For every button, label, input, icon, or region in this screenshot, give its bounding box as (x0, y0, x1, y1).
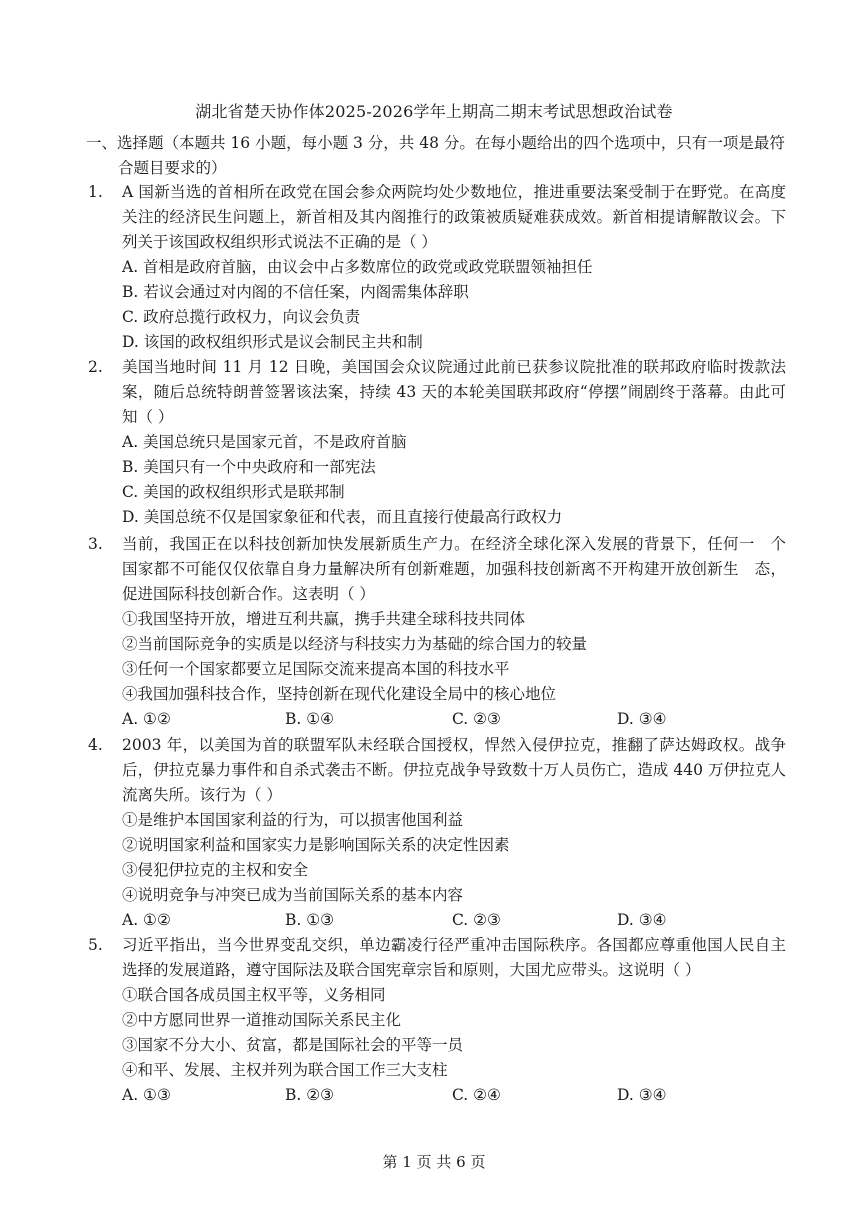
choice-b: B. ②③ (285, 1086, 335, 1104)
exam-title: 湖北省楚天协作体2025-2026学年上期高二期末考试思想政治试卷 (195, 102, 673, 121)
question-number: 2. (88, 358, 103, 376)
choice-a: A. ①③ (122, 1086, 171, 1104)
option-d: D. 美国总统不仅是国家象征和代表，而且直接行使最高行政权力 (122, 508, 563, 526)
question-1 (86, 180, 786, 355)
question-stem: 当前，我国正在以科技创新加快发展新质生产力。在经济全球化深入发展的背景下，任何一 个国家都不可能仅仅依靠自身力量解决所有创新难题，加强科技创新离不开构建开放创新生 态，促进国际科技创新合作。这表明（ ） (122, 535, 786, 603)
choice-c: C. ②④ (452, 1086, 501, 1104)
page-number: 第 1 页 共 6 页 (382, 1153, 486, 1171)
statement-4: ④说明竞争与冲突已成为当前国际关系的基本内容 (122, 886, 464, 904)
question-3 (86, 532, 786, 732)
answer-choices (122, 1083, 786, 1108)
statement-3: ③国家不分大小、贫富，都是国际社会的平等一员 (122, 1036, 464, 1054)
question-stem: A 国新当选的首相所在政党在国会参众两院均处少数地位，推进重要法案受制于在野党。在高度关注的经济民生问题上，新首相及其内阁推行的政策被质疑难获成效。新首相提请解散议会。下列关于该国政权组织形式说法不正确的是（ ） (122, 183, 786, 251)
choice-d: D. ③④ (617, 1086, 667, 1104)
question-number: 1. (88, 183, 103, 201)
option-a: A. 美国总统只是国家元首，不是政府首脑 (122, 433, 407, 451)
question-number: 3. (88, 535, 103, 553)
answer-choices (122, 908, 786, 933)
choice-d: D. ③④ (617, 710, 667, 728)
statement-3: ③任何一个国家都要立足国际交流来提高本国的科技水平 (122, 660, 510, 678)
statement-1: ①我国坚持开放，增进互利共赢，携手共建全球科技共同体 (122, 610, 526, 628)
option-b: B. 美国只有一个中央政府和一部宪法 (122, 458, 376, 476)
answer-choices (122, 707, 786, 732)
statement-2: ②中方愿同世界一道推动国际关系民主化 (122, 1011, 402, 1029)
statement-1: ①联合国各成员国主权平等，义务相同 (122, 986, 386, 1004)
choice-b: B. ①③ (285, 911, 335, 929)
choice-b: B. ①④ (285, 710, 335, 728)
choice-c: C. ②③ (452, 911, 501, 929)
option-a: A. 首相是政府首脑，由议会中占多数席位的政党或政党联盟领袖担任 (122, 258, 593, 276)
option-b: B. 若议会通过对内阁的不信任案，内阁需集体辞职 (122, 283, 469, 301)
question-stem: 2003 年，以美国为首的联盟军队未经联合国授权，悍然入侵伊拉克，推翻了萨达姆政权。战争后，伊拉克暴力事件和自杀式袭击不断。伊拉克战争导致数十万人员伤亡，造成 440 万伊拉克人流离失所。该行为（ ） (122, 736, 786, 804)
statement-1: ①是维护本国国家利益的行为，可以损害他国利益 (122, 811, 464, 829)
question-stem: 美国当地时间 11 月 12 日晚，美国国会众议院通过此前已获参议院批准的联邦政府临时拨款法案，随后总统特朗普签署该法案，持续 43 天的本轮美国联邦政府“停摆”闹剧终于落幕。由此可知（ ） (122, 358, 786, 426)
choice-a: A. ①② (122, 710, 171, 728)
statement-4: ④我国加强科技合作，坚持创新在现代化建设全局中的核心地位 (122, 685, 557, 703)
statement-3: ③侵犯伊拉克的主权和安全 (122, 861, 309, 879)
section-heading (86, 131, 786, 181)
question-2 (86, 355, 786, 530)
statement-2: ②当前国际竞争的实质是以经济与科技实力为基础的综合国力的较量 (122, 635, 588, 653)
section-instructions: 一、选择题（本题共 16 小题，每小题 3 分，共 48 分。在每小题给出的四个选项中，只有一项是最符合题目要求的） (86, 134, 785, 177)
question-stem: 习近平指出，当今世界变乱交织，单边霸凌行径严重冲击国际秩序。各国都应尊重他国人民自主选择的发展道路，遵守国际法及联合国宪章宗旨和原则，大国尤应带头。这说明（ ） (122, 936, 786, 979)
question-5 (86, 933, 786, 1108)
question-number: 5. (88, 936, 103, 954)
option-d: D. 该国的政权组织形式是议会制民主共和制 (122, 333, 423, 351)
choice-d: D. ③④ (617, 911, 667, 929)
option-c: C. 政府总揽行政权力，向议会负责 (122, 308, 361, 326)
statement-2: ②说明国家利益和国家实力是影响国际关系的决定性因素 (122, 836, 510, 854)
question-4 (86, 733, 786, 933)
choice-a: A. ①② (122, 911, 171, 929)
option-c: C. 美国的政权组织形式是联邦制 (122, 483, 345, 501)
choice-c: C. ②③ (452, 710, 501, 728)
statement-4: ④和平、发展、主权并列为联合国工作三大支柱 (122, 1061, 448, 1079)
question-number: 4. (88, 736, 103, 754)
